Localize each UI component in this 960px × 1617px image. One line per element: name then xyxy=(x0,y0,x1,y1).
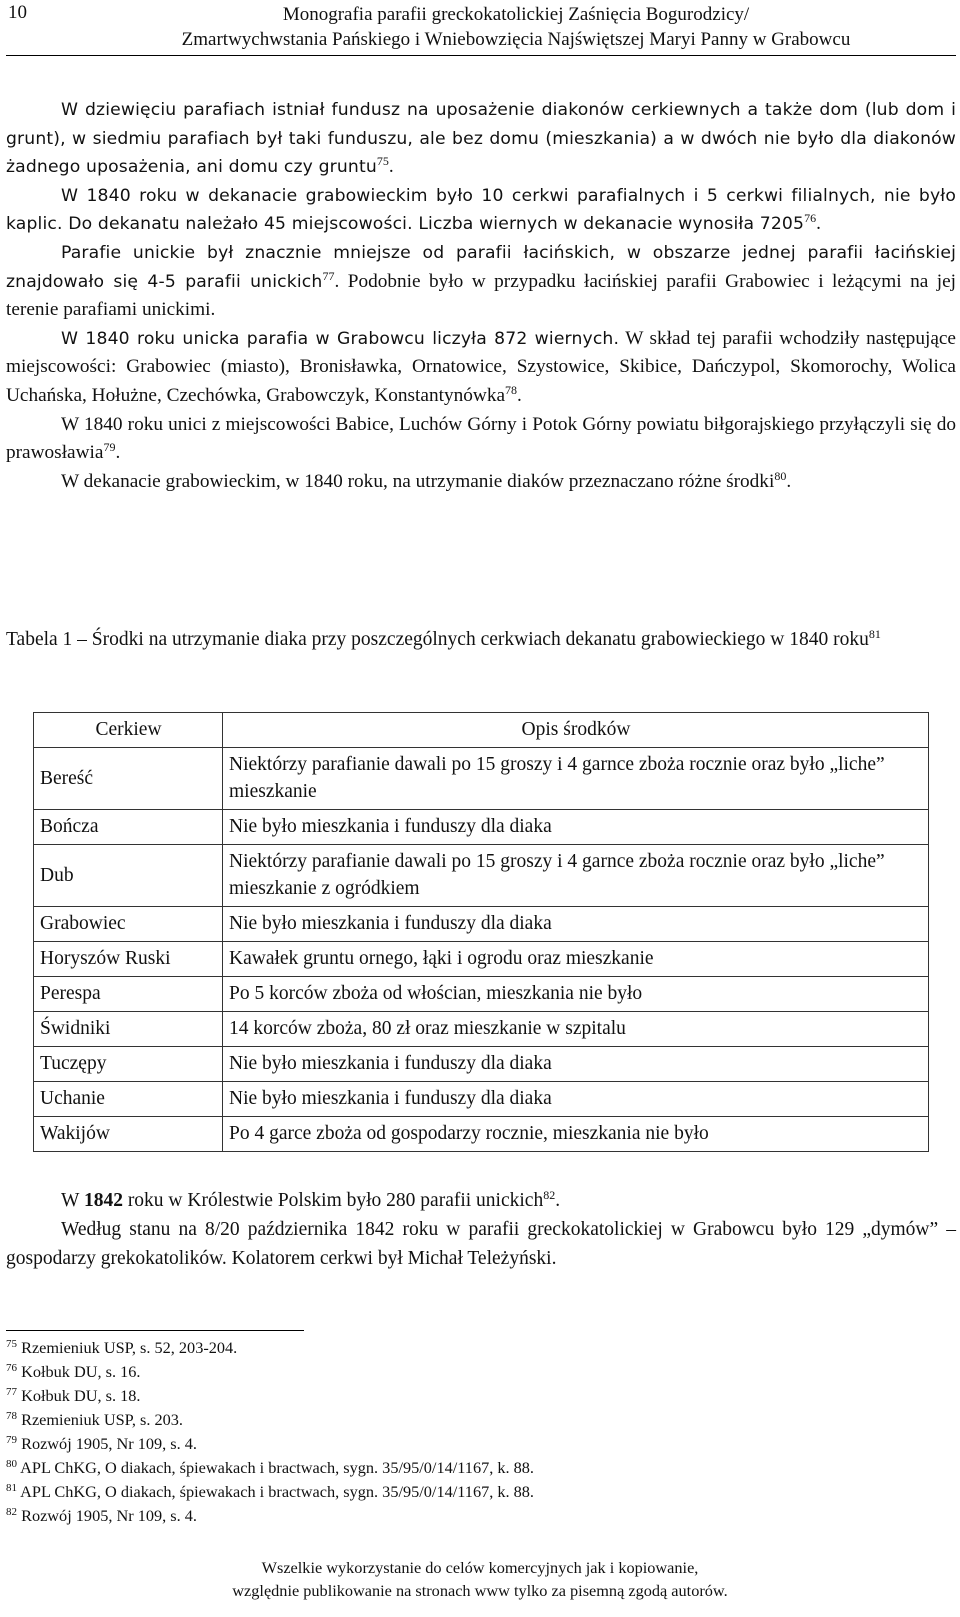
cell-description: Nie było mieszkania i funduszy dla diaka xyxy=(223,907,929,942)
footnotes xyxy=(6,1336,906,1528)
table-row xyxy=(34,1047,929,1082)
body-text-continued xyxy=(6,1186,956,1273)
table-row xyxy=(34,1012,929,1047)
footnote-text: APL ChKG, O diakach, śpiewakach i bractwach, sygn. 35/95/0/14/1167, k. 88. xyxy=(20,1482,534,1501)
cell-church: Świdniki xyxy=(34,1012,223,1047)
cell-description: Niektórzy parafianie dawali po 15 groszy i 4 garnce zboża rocznie oraz było „liche” mieszkanie z ogródkiem xyxy=(223,845,929,907)
cell-description: Niektórzy parafianie dawali po 15 groszy i 4 garnce zboża rocznie oraz było „liche” mieszkanie xyxy=(223,748,929,810)
table-row xyxy=(34,748,929,810)
footnote xyxy=(6,1432,906,1456)
paragraph-3: Parafie unickie był znacznie mniejsze od parafii łacińskich, w obszarze jednej parafii łacińskiej znajdowało się 4-5 parafii unickich$^{77}$. Podobnie było w przypadku łacińskiej parafii Grabowiec i leżącymi na jej terenie parafiami unickimi. xyxy=(6,242,957,321)
footnote-ref[interactable]: 82 xyxy=(543,1188,556,1202)
footnote xyxy=(6,1480,906,1504)
footnote-text: Rozwój 1905, Nr 109, s. 4. xyxy=(21,1506,197,1525)
cell-church: Grabowiec xyxy=(34,907,223,942)
page-header xyxy=(6,0,956,60)
table-row xyxy=(34,977,929,1012)
paragraph-8: Według stanu na 8/20 października 1842 roku w parafii greckokatolickiej w Grabowcu było 129 „dymów” – gospodarzy grekokatolików. Kolatorem cerkwi był Michał Teleżyński. xyxy=(6,1219,956,1269)
footnote xyxy=(6,1408,906,1432)
cell-description: Kawałek gruntu ornego, łąki i ogrodu oraz mieszkanie xyxy=(223,942,929,977)
running-title-line-1: Monografia parafii greckokatolickiej Zaśnięcia Bogurodzicy/ xyxy=(282,4,750,25)
table-row xyxy=(34,1082,929,1117)
page-number: 10 xyxy=(8,2,27,23)
footnote-ref[interactable]: 81 xyxy=(868,627,881,641)
table-row xyxy=(34,1117,929,1152)
footnote xyxy=(6,1360,906,1384)
paragraph-6: W dekanacie grabowieckim, w 1840 roku, na utrzymanie diaków przeznaczano różne środki$^{80}$. xyxy=(61,468,792,492)
footnote-text: Rzemieniuk USP, s. 52, 203-204. xyxy=(21,1338,238,1357)
data-table xyxy=(33,712,929,1152)
footnote xyxy=(6,1456,906,1480)
paragraph-1: W dziewięciu parafiach istniał fundusz na uposażenie diakonów cerkiewnych a także dom (lub dom i grunt), w siedmiu parafiach był taki funduszu, ale bez domu (mieszkania) a w dwóch nie było dla diakonów żadnego uposażenia, ani domu czy gruntu$^{75}$. xyxy=(6,100,956,178)
footnote-number: 80 xyxy=(6,1458,17,1470)
footer-line-1: Wszelkie wykorzystanie do celów komercyjnych jak i kopiowanie, xyxy=(261,1558,699,1577)
footer-line-2: względnie publikowanie na stronach www tylko za pisemną zgodą autorów. xyxy=(232,1581,728,1600)
column-header: Opis środków xyxy=(223,713,929,748)
footnote-number: 82 xyxy=(6,1506,17,1518)
cell-church: Horyszów Ruski xyxy=(34,942,223,977)
body-text xyxy=(6,96,956,496)
cell-description: Po 4 garce zboża od gospodarzy rocznie, mieszkania nie było xyxy=(223,1117,929,1152)
cell-description: Po 5 korców zboża od włościan, mieszkania nie było xyxy=(223,977,929,1012)
cell-description: 14 korców zboża, 80 zł oraz mieszkanie w szpitalu xyxy=(223,1012,929,1047)
footnote-ref[interactable]: 77 xyxy=(322,268,335,283)
footnote-ref[interactable]: 80 xyxy=(774,468,787,483)
footnote-separator xyxy=(6,1330,304,1331)
footnote-ref[interactable]: 76 xyxy=(804,211,817,226)
footnote xyxy=(6,1336,906,1360)
footnote-text: APL ChKG, O diakach, śpiewakach i bractwach, sygn. 35/95/0/14/1167, k. 88. xyxy=(20,1458,534,1477)
paragraph-7: W 1842 roku w Królestwie Polskim było 280 parafii unickich$^{82}$. xyxy=(61,1188,561,1211)
cell-church: Wakijów xyxy=(34,1117,223,1152)
footnote-number: 81 xyxy=(6,1482,17,1494)
header-rule xyxy=(6,55,956,56)
table-caption: Tabela 1 – Środki na utrzymanie diaka przy poszczególnych cerkwiach dekanatu grabowieckiego w 1840 roku$^{81}$ xyxy=(6,627,881,650)
footnote-ref[interactable]: 79 xyxy=(103,440,116,455)
cell-description: Nie było mieszkania i funduszy dla diaka xyxy=(223,1082,929,1117)
paragraph-5: W 1840 roku unici z miejscowości Babice, Luchów Górny i Potok Górny powiatu biłgorajskiego przyłączyli się do prawosławia$^{79}$. xyxy=(6,413,956,464)
footnote-ref[interactable]: 75 xyxy=(376,154,389,169)
running-title xyxy=(76,2,956,52)
footnote-ref[interactable]: 78 xyxy=(505,382,518,397)
table-header-row xyxy=(34,713,929,748)
cell-church: Bończa xyxy=(34,810,223,845)
footnote-text: Rzemieniuk USP, s. 203. xyxy=(21,1410,183,1429)
footnote-number: 79 xyxy=(6,1434,17,1446)
footnote xyxy=(6,1504,906,1528)
column-header: Cerkiew xyxy=(34,713,223,748)
table-row xyxy=(34,845,929,907)
footnote xyxy=(6,1384,906,1408)
footnote-number: 75 xyxy=(6,1338,17,1350)
footnote-number: 77 xyxy=(6,1386,17,1398)
table-row xyxy=(34,810,929,845)
cell-church: Perespa xyxy=(34,977,223,1012)
cell-church: Bereść xyxy=(34,748,223,810)
paragraph-2: W 1840 roku w dekanacie grabowieckim było 10 cerkwi parafialnych i 5 cerkwi filialnych, nie było kaplic. Do dekanatu należało 45 miejscowości. Liczba wiernych w dekanacie wynosiła 7205$^{76}$. xyxy=(6,185,956,235)
footnote-text: Rozwój 1905, Nr 109, s. 4. xyxy=(21,1434,197,1453)
cell-description: Nie było mieszkania i funduszy dla diaka xyxy=(223,810,929,845)
page-footer xyxy=(0,1556,960,1602)
table-row xyxy=(34,907,929,942)
running-title-line-2: Zmartwychwstania Pańskiego i Wniebowzięcia Najświętszej Maryi Panny w Grabowcu xyxy=(181,29,851,50)
footnote-text: Kołbuk DU, s. 18. xyxy=(21,1386,141,1405)
footnote-number: 76 xyxy=(6,1362,17,1374)
footnote-number: 78 xyxy=(6,1410,17,1422)
cell-church: Tuczępy xyxy=(34,1047,223,1082)
cell-church: Uchanie xyxy=(34,1082,223,1117)
footnote-text: Kołbuk DU, s. 16. xyxy=(21,1362,141,1381)
cell-church: Dub xyxy=(34,845,223,907)
paragraph-4: W 1840 roku unicka parafia w Grabowcu liczyła 872 wiernych. W skład tej parafii wchodziły następujące miejscowości: Grabowiec (miasto), Bronisławka, Ornatowice, Szystowice, Skibice, Dańczypol, Skomorochy, Wolica Uchańska, Hołużne, Czechówka, Grabowczyk, Konstantynówka$^{78}$. xyxy=(6,327,956,406)
cell-description: Nie było mieszkania i funduszy dla diaka xyxy=(223,1047,929,1082)
table-row xyxy=(34,942,929,977)
